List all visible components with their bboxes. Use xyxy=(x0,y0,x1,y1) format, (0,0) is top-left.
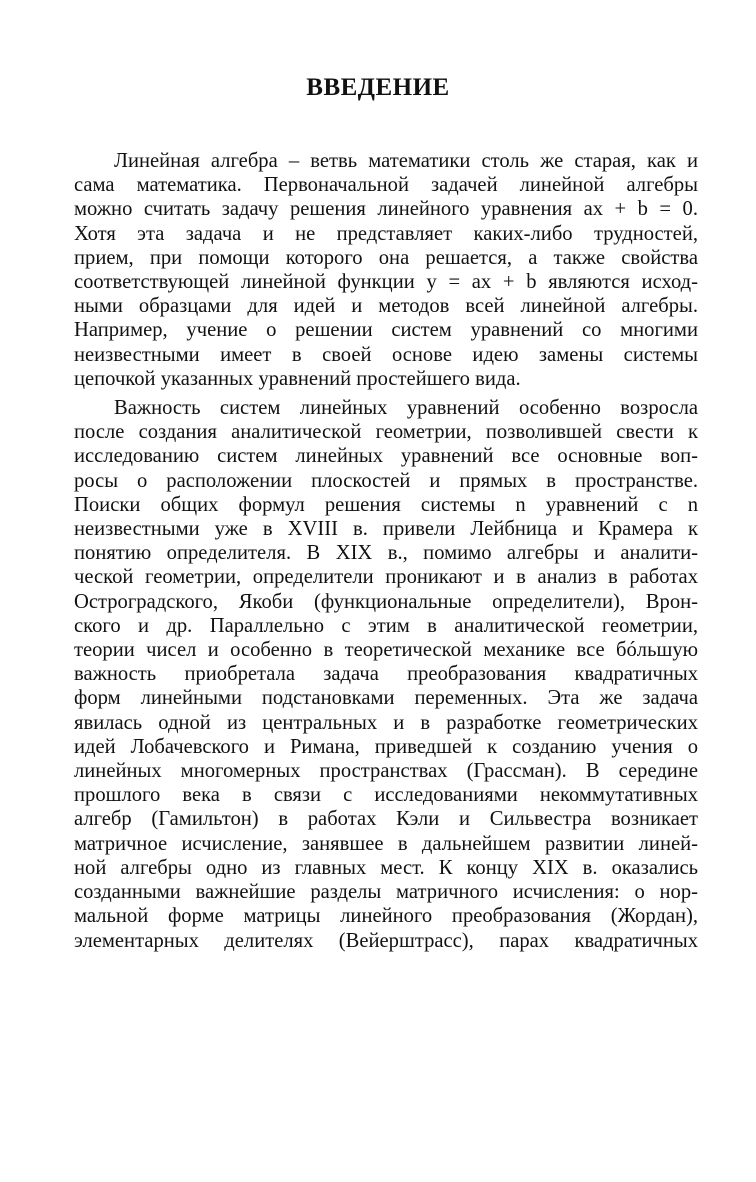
text-line: цепочкой указанных уравнений простейшего вида. xyxy=(74,367,521,390)
text-line: мальной форме матрицы линейного преобразования (Жордан), xyxy=(74,905,698,928)
text-line: алгебр (Гамильтон) в работах Кэли и Сильвестра возникает xyxy=(74,808,698,831)
text-line: Важность систем линейных уравнений особенно возросла xyxy=(114,397,698,420)
text-line: ными образцами для идей и методов всей линейной алгебры. xyxy=(74,295,698,318)
text-line: Линейная алгебра – ветвь математики столь же старая, как и xyxy=(114,150,698,172)
text-line: росы о расположении плоскостей и прямых в пространстве. xyxy=(74,469,698,492)
text-line: форм линейными подстановками переменных. Эта же задача xyxy=(74,687,698,710)
text-line: соответствующей линейной функции y = ax + b являются исход- xyxy=(74,271,698,294)
text-line: Хотя эта задача и не представляет каких-либо трудностей, xyxy=(74,222,698,245)
text-line: неизвестными уже в XVIII в. привели Лейбница и Крамера к xyxy=(74,518,698,541)
text-line: понятию определителя. В XIX в., помимо алгебры и аналити- xyxy=(74,542,698,565)
text-line: линейных многомерных пространствах (Грассман). В середине xyxy=(74,760,698,783)
text-line: после создания аналитической геометрии, позволившей свести к xyxy=(74,421,698,444)
text-line: теории чисел и особенно в теоретической механике все бóльшую xyxy=(74,639,698,662)
text-line: ского и др. Параллельно с этим в аналитической геометрии, xyxy=(74,614,698,637)
text-line: прошлого века в связи с исследованиями некоммутативных xyxy=(74,784,698,807)
text-line: элементарных делителях (Вейерштрасс), парах квадратичных xyxy=(74,929,698,952)
text-line: важность приобретала задача преобразования квадратичных xyxy=(74,663,698,686)
page-title: ВВЕДЕНИЕ xyxy=(306,74,450,101)
text-line: Поиски общих формул решения системы n уравнений с n xyxy=(74,493,698,516)
text-line: созданными важнейшие разделы матричного исчисления: о нор- xyxy=(74,881,698,904)
text-line: матричное исчисление, занявшее в дальнейшем развитии линей- xyxy=(74,832,698,855)
text-line: неизвестными имеет в своей основе идею замены системы xyxy=(74,343,698,366)
text-line: явилась одной из центральных и в разработке геометрических xyxy=(74,711,698,734)
text-line: можно считать задачу решения линейного уравнения ax + b = 0. xyxy=(74,198,698,221)
body-text xyxy=(74,149,698,958)
text-line: Например, учение о решении систем уравнений со многими xyxy=(74,319,698,342)
text-line: ной алгебры одно из главных мест. К концу XIX в. оказались xyxy=(74,856,698,879)
text-line: исследованию систем линейных уравнений все основные воп- xyxy=(74,445,698,468)
paragraph-history xyxy=(74,396,698,953)
text-line: идей Лобачевского и Римана, приведшей к созданию учения о xyxy=(74,735,698,758)
text-line: ческой геометрии, определители проникают и в анализ в работах xyxy=(74,566,698,589)
paragraph-intro xyxy=(74,149,698,391)
text-line: Остроградского, Якоби (функциональные определители), Врон- xyxy=(74,590,698,613)
text-line: прием, при помощи которого она решается, а также свойства xyxy=(74,246,698,269)
text-line: сама математика. Первоначальной задачей линейной алгебры xyxy=(74,174,698,197)
